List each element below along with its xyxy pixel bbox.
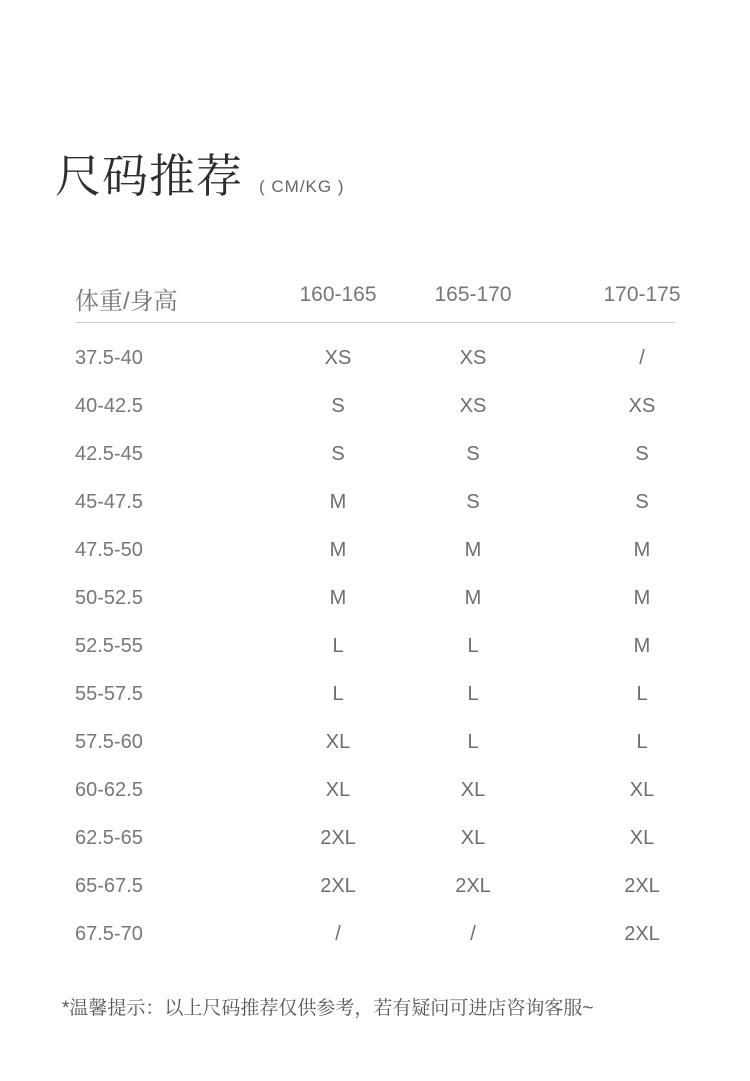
table-row: 65-67.5 2XL 2XL 2XL (75, 875, 660, 897)
weight-range-cell: 65-67.5 (75, 875, 143, 897)
weight-range-cell: 67.5-70 (75, 923, 143, 945)
table-row: 42.5-45 S S S (75, 443, 649, 465)
header-weight-height: 体重/身高 (75, 288, 178, 315)
tip-note: *温馨提示：以上尺码推荐仅供参考，若有疑问可进店咨询客服~ (62, 998, 594, 1019)
table-row: 67.5-70 / / 2XL (75, 923, 660, 945)
size-table (75, 280, 681, 961)
weight-range-cell: 45-47.5 (75, 491, 143, 513)
title-block (55, 140, 345, 206)
weight-range-cell: 47.5-50 (75, 539, 143, 561)
table-row: 45-47.5 M S S (75, 491, 649, 513)
unit-label: ( CM/KG ) (259, 177, 345, 196)
table-row: 50-52.5 M M M (75, 587, 651, 609)
table-body (75, 337, 675, 961)
weight-range-cell: 50-52.5 (75, 587, 143, 609)
table-row: 55-57.5 L L L (75, 683, 648, 705)
table-row: 57.5-60 XL L L (75, 731, 648, 753)
table-header: 体重/身高 160-165 165-170 170-175 (75, 280, 675, 323)
weight-range-cell: 40-42.5 (75, 395, 143, 417)
weight-range-cell: 55-57.5 (75, 683, 143, 705)
weight-range-cell: 42.5-45 (75, 443, 143, 465)
weight-range-cell: 62.5-65 (75, 827, 143, 849)
table-row: 60-62.5 XL XL XL (75, 779, 655, 801)
table-row: 37.5-40 XS XS / (75, 347, 645, 369)
weight-range-cell: 52.5-55 (75, 635, 143, 657)
table-row: 62.5-65 2XL XL XL (75, 827, 655, 849)
table-row: 47.5-50 M M M (75, 539, 651, 561)
weight-range-cell: 60-62.5 (75, 779, 143, 801)
weight-range-cell: 37.5-40 (75, 347, 143, 369)
table-row: 52.5-55 L L M (75, 635, 651, 657)
table-row: 40-42.5 S XS XS (75, 395, 656, 417)
page-title: 尺码推荐 (55, 149, 243, 203)
weight-range-cell: 57.5-60 (75, 731, 143, 753)
